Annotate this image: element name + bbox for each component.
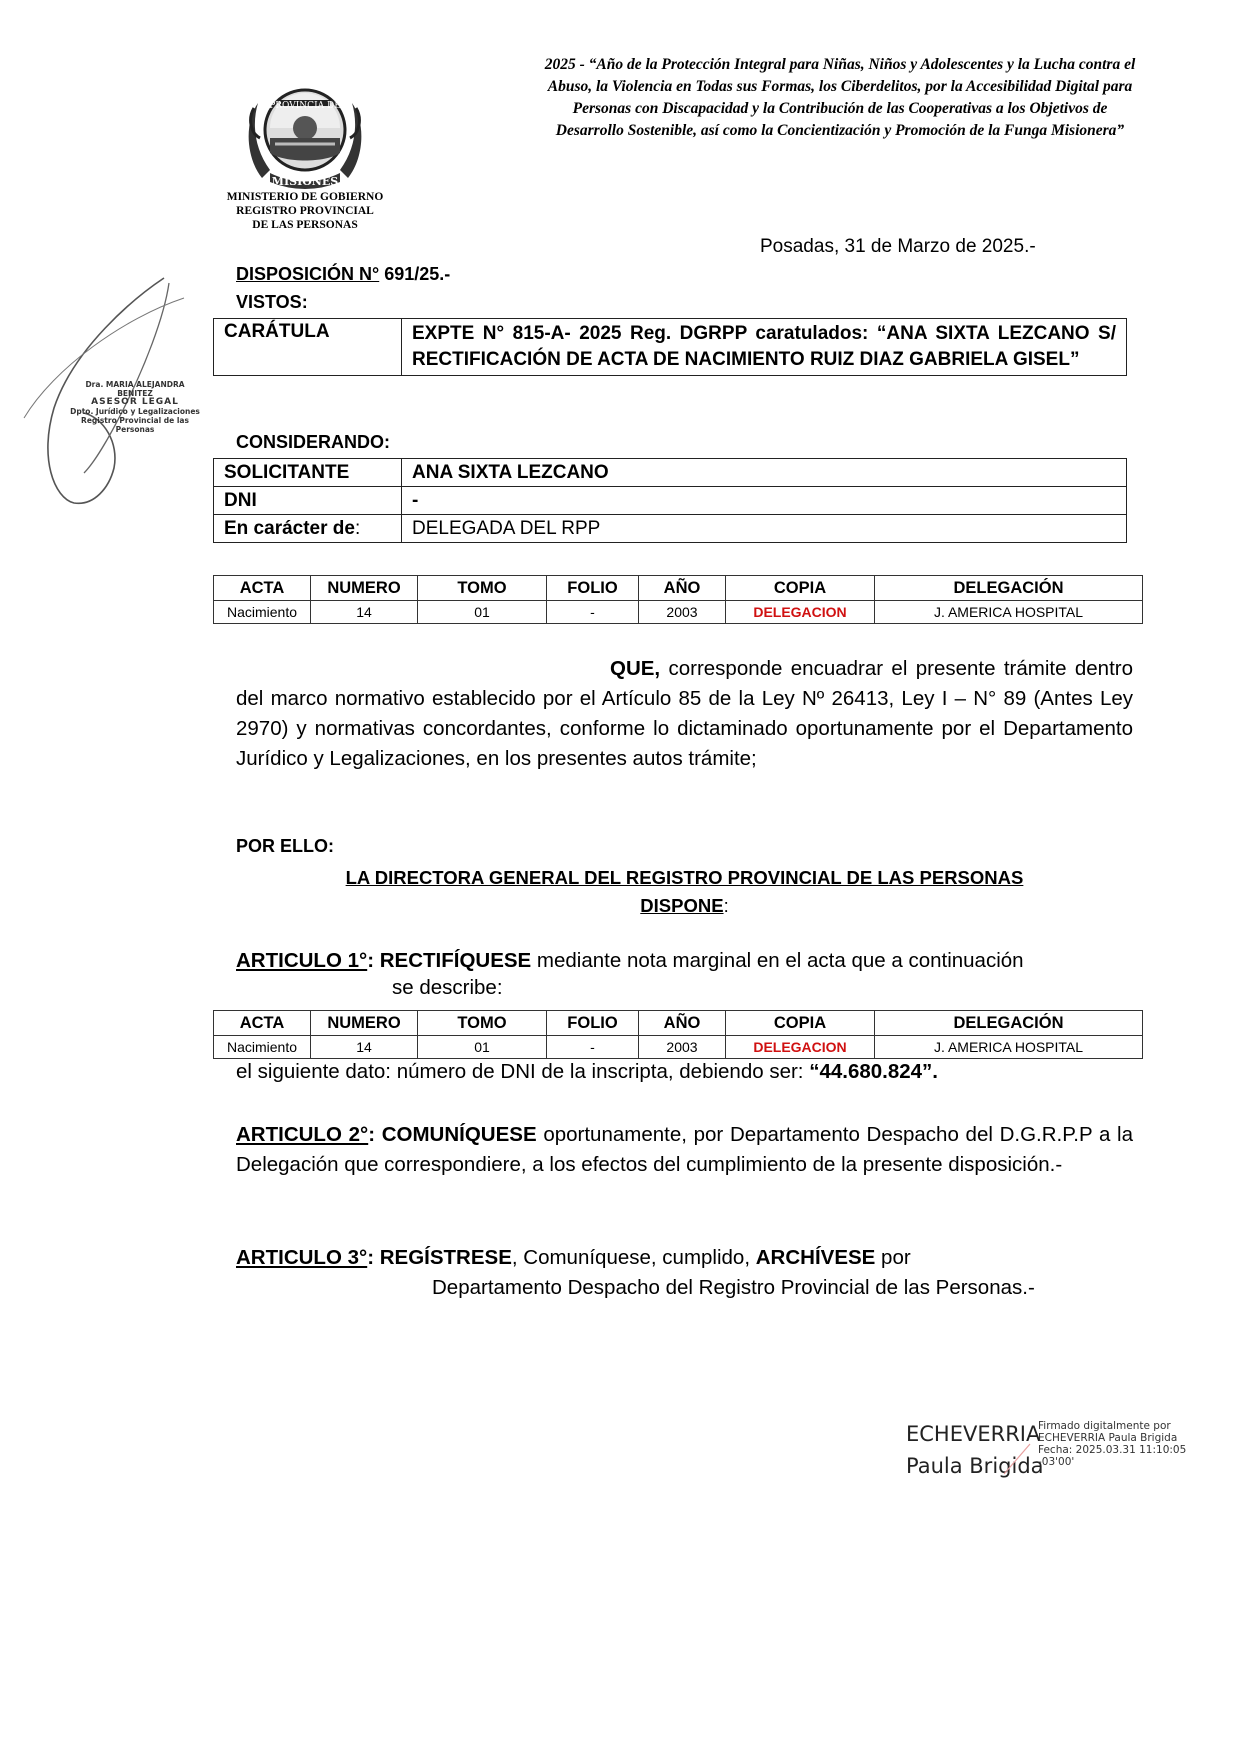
acta-header-delegacion: DELEGACIÓN: [875, 1011, 1143, 1036]
solicitante-row: [214, 459, 1127, 487]
stamp-line-1: Dra. MARIA ALEJANDRA BENITEZ: [85, 380, 185, 398]
acta-header-numero: NUMERO: [311, 576, 418, 601]
articulo-3-continuation: Departamento Despacho del Registro Provincial de las Personas.-: [432, 1276, 1035, 1299]
que-text: corresponde encuadrar el presente trámite dentro del marco normativo establecido por el Artículo 85 de la Ley Nº 26413, Ley I – N° 89 (Antes Ley 2970) y normativas concordantes, conforme lo dictaminado oportunamente por el Departamento Jurídico y Legalizaciones, en los presentes autos trámite;: [236, 657, 1133, 770]
acta-cell-copia: DELEGACION: [726, 1036, 875, 1059]
legal-stamp: [70, 380, 200, 434]
disposicion-number: 691/25.-: [384, 264, 451, 284]
acta-cell-delegacion: J. AMERICA HOSPITAL: [875, 601, 1143, 624]
acta-table-articulo-1: [213, 1010, 1143, 1059]
articulo-1-text: mediante nota marginal en el acta que a continuación: [531, 949, 1024, 972]
acta-cell-numero: 14: [311, 601, 418, 624]
caracter-label-colon: :: [354, 518, 361, 539]
acta-header-anio: AÑO: [639, 576, 726, 601]
articulo-3-label: ARTICULO 3°: [236, 1246, 368, 1269]
disposicion-title: [236, 264, 450, 285]
acta-header-row: [214, 1011, 1143, 1036]
ministry-line-2: REGISTRO PROVINCIAL: [236, 205, 374, 217]
signer-surname: ECHEVERRIA: [906, 1422, 1041, 1446]
ministry-line-1: MINISTERIO DE GOBIERNO: [226, 191, 384, 203]
dni-value: -: [402, 487, 1127, 515]
solicitante-value: ANA SIXTA LEZCANO: [402, 459, 1127, 487]
document-date: Posadas, 31 de Marzo de 2025.-: [760, 236, 1036, 257]
acta-header-copia: COPIA: [726, 576, 875, 601]
articulo-3-text-end: por: [875, 1246, 911, 1269]
signer-given-names: Paula Brigida: [906, 1454, 1044, 1478]
articulo-1-verb: RECTIFÍQUESE: [379, 949, 532, 972]
que-lead: QUE,: [610, 657, 661, 680]
ministry-header: [205, 190, 405, 232]
articulo-3: [236, 1243, 1133, 1303]
que-paragraph: [236, 654, 1133, 774]
dni-label: DNI: [214, 487, 402, 515]
acta-header-acta: ACTA: [214, 1011, 311, 1036]
acta-cell-anio: 2003: [639, 1036, 726, 1059]
acta-header-tomo: TOMO: [418, 576, 547, 601]
dato-line: [236, 1060, 938, 1084]
acta-header-folio: FOLIO: [547, 576, 639, 601]
acta-cell-folio: -: [547, 1036, 639, 1059]
ministry-line-3: DE LAS PERSONAS: [252, 219, 358, 231]
dato-text: el siguiente dato: número de DNI de la inscripta, debiendo ser:: [236, 1060, 810, 1083]
acta-cell-acta: Nacimiento: [214, 601, 311, 624]
articulo-2-colon: :: [368, 1123, 376, 1146]
solicitante-table: [213, 458, 1127, 543]
articulo-2: [236, 1120, 1133, 1180]
year-motto: 2025 - “Año de la Protección Integral para Niñas, Niños y Adolescentes y la Lucha contra el Abuso, la Violencia en Todas sus Formas, los Ciberdelitos, por la Accesibilidad Digital para Personas con Discapacidad y la Contribución de las Cooperativas a los Objetivos de Desarrollo Sostenible, así como la Concientización y Promoción de la Funga Misionera”: [544, 56, 1136, 139]
stamp-line-4: Registro Provincial de las Personas: [81, 416, 189, 434]
acta-cell-numero: 14: [311, 1036, 418, 1059]
acta-table-considerando: [213, 575, 1143, 624]
acta-cell-tomo: 01: [418, 601, 547, 624]
acta-cell-delegacion: J. AMERICA HOSPITAL: [875, 1036, 1143, 1059]
signature-mark: [1000, 1440, 1040, 1476]
directora-line-1: LA DIRECTORA GENERAL DEL REGISTRO PROVINCIAL DE LAS PERSONAS: [345, 867, 1024, 888]
acta-cell-acta: Nacimiento: [214, 1036, 311, 1059]
acta-header-anio: AÑO: [639, 1011, 726, 1036]
caracter-label: En carácter de: [224, 518, 355, 539]
acta-cell-folio: -: [547, 601, 639, 624]
dispone-word: DISPONE: [640, 895, 724, 916]
signature-meta-3: Fecha: 2025.03.31 11:10:05: [1038, 1444, 1187, 1456]
stamp-line-3: Dpto. Jurídico y Legalizaciones: [70, 407, 200, 416]
directora-line-2-wrap: [236, 892, 1133, 920]
articulo-1-continuation: se describe:: [392, 976, 503, 999]
articulo-1-label: ARTICULO 1°: [236, 949, 368, 972]
dni-corrected-value: “44.680.824”.: [809, 1060, 938, 1083]
signature-meta-1: Firmado digitalmente por: [1038, 1420, 1171, 1432]
svg-text:PROVINCIA DE: PROVINCIA DE: [269, 101, 341, 111]
acta-header-delegacion: DELEGACIÓN: [875, 576, 1143, 601]
acta-header-numero: NUMERO: [311, 1011, 418, 1036]
articulo-1-colon: :: [367, 949, 375, 972]
signature-meta-2: ECHEVERRIA Paula Brigida: [1038, 1432, 1178, 1444]
articulo-2-label: ARTICULO 2°: [236, 1123, 369, 1146]
acta-cell-tomo: 01: [418, 1036, 547, 1059]
caracter-value: DELEGADA DEL RPP: [402, 515, 1127, 543]
acta-header-row: [214, 576, 1143, 601]
stamp-line-2: ASESOR LEGAL: [91, 397, 179, 407]
acta-header-acta: ACTA: [214, 576, 311, 601]
articulo-3-colon: :: [367, 1246, 375, 1269]
que-body: [236, 654, 1133, 774]
signature-meta-4: -03'00': [1038, 1456, 1075, 1468]
svg-text:MISIONES: MISIONES: [271, 175, 339, 188]
caratula-table: [213, 318, 1127, 376]
dispone-colon: :: [723, 895, 729, 916]
table-row: [214, 1036, 1143, 1059]
solicitante-label: SOLICITANTE: [214, 459, 402, 487]
articulo-3-verb: REGÍSTRESE: [379, 1246, 512, 1269]
caratula-label: CARÁTULA: [214, 319, 402, 376]
caracter-row: [214, 515, 1127, 543]
articulo-3-text-mid: , Comuníquese, cumplido,: [511, 1246, 756, 1269]
province-seal: [240, 78, 370, 193]
considerando-heading: CONSIDERANDO:: [236, 432, 391, 452]
por-ello-heading: POR ELLO:: [236, 836, 334, 856]
articulo-2-text: oportunamente, por Departamento Despacho del D.G.R.P.P a la Delegación que correspondiere, a los efectos del cumplimiento de la presente disposición.-: [236, 1123, 1133, 1176]
disposicion-label: DISPOSICIÓN N°: [236, 264, 380, 284]
acta-cell-copia: DELEGACION: [726, 601, 875, 624]
vistos-heading: VISTOS:: [236, 292, 308, 312]
dni-row: [214, 487, 1127, 515]
articulo-1: [236, 946, 1133, 976]
table-row: [214, 601, 1143, 624]
digital-signature-metadata: [1038, 1420, 1186, 1468]
articulo-3-verb-2: ARCHÍVESE: [755, 1246, 876, 1269]
acta-header-tomo: TOMO: [418, 1011, 547, 1036]
acta-header-folio: FOLIO: [547, 1011, 639, 1036]
caratula-row: [214, 319, 1127, 376]
articulo-2-verb: COMUNÍQUESE: [381, 1123, 537, 1146]
caracter-label-cell: [214, 515, 402, 543]
acta-header-copia: COPIA: [726, 1011, 875, 1036]
directora-heading: [236, 864, 1133, 920]
caratula-value: EXPTE N° 815-A- 2025 Reg. DGRPP caratulados: “ANA SIXTA LEZCANO S/ RECTIFICACIÓN DE ACTA DE NACIMIENTO RUIZ DIAZ GABRIELA GISEL”: [402, 319, 1127, 376]
acta-cell-anio: 2003: [639, 601, 726, 624]
